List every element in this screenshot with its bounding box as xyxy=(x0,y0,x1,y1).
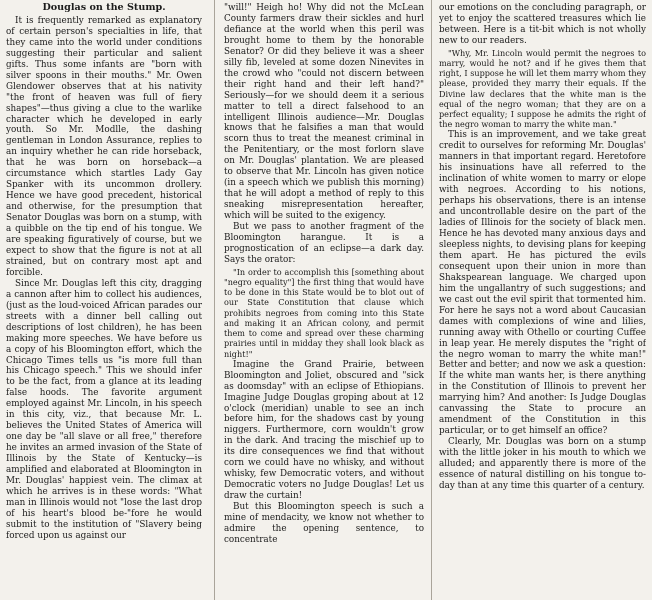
article-column-3 xyxy=(439,3,646,597)
article-title: Douglas on the Stump. xyxy=(42,3,166,13)
column-rule xyxy=(214,0,215,600)
article-paragraph: our emotions on the concluding paragraph, or yet to enjoy the scattered treasures which lie between. Here is a tit-bit which is not wholly new to our readers. xyxy=(439,3,646,46)
article-paragraph: Imagine the Grand Prairie, between Bloomington and Joliet, obscured and "sick as doomsday" with an eclipse of Ethiopians. Imagine Judge Douglas groping about at 12 o'clock (meridian) unable to see an inch before him, for the shadows cast by young niggers. Furthermore, corn wouldn't grow in the dark. And tracing the mischief up to its dire consequences we find that without corn we could have no whisky, and without whisky, few Democratic voters, and without Democratic voters no Judge Douglas! Let us draw the curtain! xyxy=(224,359,424,502)
article-paragraph: This is an improvement, and we take great credit to ourselves for reforming Mr. Douglas' manners in that important regard. Heretofore his insinuations have all referred to the inclination of white women to marry or elope with negroes. According to his notions, perhaps his observations, there is an intense and uncontrollable desire on the part of the ladies of Illinois for the society of black men. Hence he has devoted many anxious days and sleepless nights, to devising plans for keeping them apart. He has pictured the evils consequent upon their union in more than Shakspearean language. We charged upon him the ungallantry of such suggestions; and we cast out the evil spirit that tormented him. For here he says not a word about Caucasian dames with complexions of wine and lilies, running away with Othello or courting Cuffee in leap year. He merely disputes the "right of the negro woman to marry the white man!" Better and better; and now we ask a question: If the white man wants her, is there anything in the Constitution of Illinois to prevent her marrying him? And another: Is Judge Douglas canvassing the State to procure an amendment of the Constitution in this particular, or to get himself an office? xyxy=(439,130,646,437)
column-rule xyxy=(431,0,432,600)
article-paragraph: But we pass to another fragment of the Bloomington harangue. It is a prognostication of an eclipse—a dark day. Says the orator: xyxy=(224,222,424,265)
quoted-passage: "In order to accomplish this [something about "negro equality"] the first thing that would have to be done in this State would be to blot out of our State Constitution that clause which prohibits negroes from coming into this State and making it an African colony, and permit them to come and spread over these charming prairies until in midday they shall look black as night!" xyxy=(224,266,424,359)
article-paragraph: It is frequently remarked as explanatory of certain person's specialties in life, that they came into the world under conditions suggesting their particular and salient gifts. Thus some infants are "born with silver spoons in their mouths." Mr. Owen Glendower observes that at his nativity "the front of heaven was full of fiery shapes"—thus giving a clue to the warlike character which he developed in early youth. So Mr. Modlle, the dashing gentleman in London Assurance, replies to an inquiry whether he can ride horseback, that he was born on horseback—a circumstance which startles Lady Gay Spanker with its uncommon drollery. Hence we have good precedent, historical and otherwise, for the presumption that Senator Douglas was born on a stump, with a quibble on the tip end of his tongue. We are speaking figuratively of course, but we expect to show that the figure is not at all strained, but on contrary most apt and forcible. xyxy=(6,15,202,278)
article-column-1 xyxy=(6,3,202,597)
quoted-passage: "Why, Mr. Lincoln would permit the negroes to marry, would he not? and if he gives them that right, I suppose he will let them marry whom they please, provided they marry their equals. If the Divine law declares that the white man is the equal of the negro woman; that they are on a perfect equality; I suppose he admits the right of the negro woman to marry the white man." xyxy=(439,47,646,130)
article-paragraph: But this Bloomington speech is such a mine of mendacity, we know not whether to admire the opening sentence, to concentrate xyxy=(224,502,424,545)
column-body xyxy=(6,16,202,542)
article-column-2 xyxy=(224,3,424,597)
column-body xyxy=(439,3,646,492)
article-paragraph: Clearly, Mr. Douglas was born on a stump with the little joker in his mouth to which we alluded; and apparently there is more of the essence of natural distilling on his tongue to-day than at any time this quarter of a century. xyxy=(439,437,646,491)
article-paragraph: "will!" Heigh ho! Why did not the McLean County farmers draw their sickles and hurl defiance at the world when this peril was brought home to them by the honorable Senator? Or did they believe it was a sheer silly fib, leveled at some dozen Ninevites in the crowd who "could not discern between their right hand and their left hand?" Seriously—for we should deem it a serious matter to tell a direct falsehood to an intelligent Illinois audience—Mr. Douglas knows that he falsifies a man that would scorn thus to treat the meanest criminal in the Penitentiary, or the most forlorn slave on Mr. Douglas' plantation. We are pleased to observe that Mr. Lincoln has given notice (in a speech which we publish this morning) that he will adopt a method of reply to this sneaking misrepresentation hereafter, which will be suited to the exigency. xyxy=(224,3,424,222)
column-body xyxy=(224,3,424,546)
article-paragraph: Since Mr. Douglas left this city, dragging a cannon after him to collect his audiences, (just as the loud-voiced African parades our streets with a dinner bell calling out descriptions of lost children), he has been making more speeches. We have before us a copy of his Bloomington effort, which the Chicago Times tells us "is more full than his Chicago speech." This we should infer to be the fact, from a glance at its leading false hoods. The favorite argument employed against Mr. Lincoln, in his speech in this city, viz., that because Mr. L. believes the United States of America will one day be "all slave or all free," therefore he invites an armed invasion of the State of Illinois by the State of Kentucky—is amplified and elaborated at Bloomington in Mr. Douglas' happiest vein. The climax at which he arrives is in these words: "What man in Illinois would not "lose the last drop of his heart's blood be-"fore he would submit to the institution of "Slavery being forced upon us against our xyxy=(6,278,202,541)
